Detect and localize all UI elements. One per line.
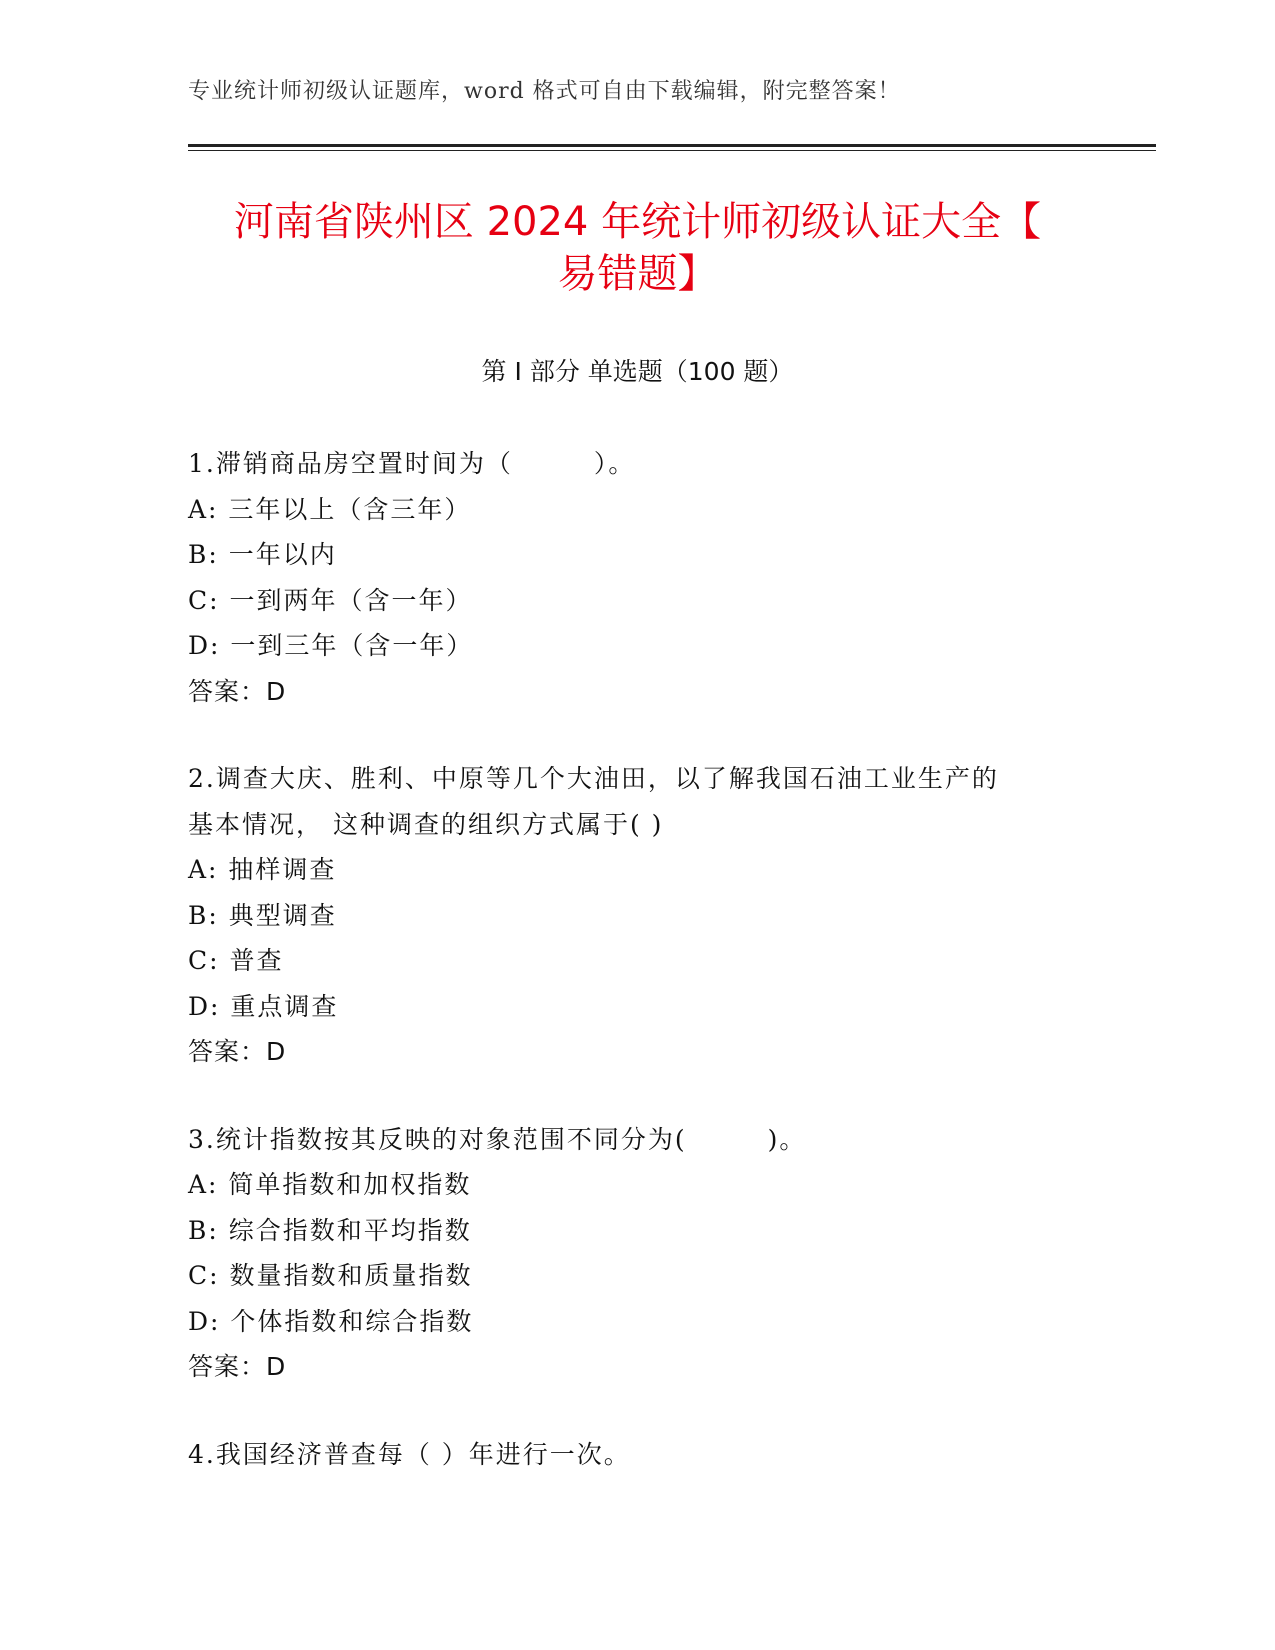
question-1 [188, 441, 1088, 714]
question-list [188, 441, 1088, 1519]
header-divider-thick [188, 144, 1156, 147]
header-divider-thin [188, 150, 1156, 151]
answer: 答案：D [188, 676, 287, 706]
option-a: A: 三年以上（含三年） [188, 494, 472, 524]
question-2 [188, 756, 1088, 1075]
question-stem-line-2: 基本情况， 这种调查的组织方式属于( ) [188, 809, 664, 839]
option-d: D: 一到三年（含一年） [188, 631, 474, 660]
question-4 [188, 1432, 1088, 1478]
option-b: B: 综合指数和平均指数 [188, 1215, 472, 1245]
question-stem: 3.统计指数按其反映的对象范围不同分为( )。 [188, 1124, 807, 1154]
option-d: D: 重点调查 [188, 991, 339, 1021]
option-b: B: 一年以内 [188, 540, 337, 569]
option-a: A: 简单指数和加权指数 [188, 1170, 472, 1199]
option-b: B: 典型调查 [188, 900, 337, 930]
question-stem: 1.滞销商品房空置时间为（ ）。 [188, 449, 636, 478]
question-stem: 4.我国经济普查每（ ）年进行一次。 [188, 1439, 631, 1469]
answer: 答案：D [188, 1037, 287, 1066]
section-heading: 第 I 部分 单选题（100 题） [481, 357, 794, 386]
document-title [160, 196, 1115, 300]
option-c: C: 数量指数和质量指数 [188, 1261, 473, 1290]
header-note: 专业统计师初级认证题库，word 格式可自由下载编辑，附完整答案！ [188, 79, 901, 104]
question-3 [188, 1117, 1088, 1390]
title-line-2: 易错题】 [557, 251, 718, 297]
option-d: D: 个体指数和综合指数 [188, 1306, 474, 1336]
option-a: A: 抽样调查 [188, 855, 337, 884]
title-line-1: 河南省陕州区 2024 年统计师初级认证大全【 [233, 199, 1042, 245]
question-stem-line-1: 2.调查大庆、胜利、中原等几个大油田，以了解我国石油工业生产的 [188, 764, 999, 793]
answer: 答案：D [188, 1352, 287, 1381]
option-c: C: 一到两年（含一年） [188, 585, 473, 615]
option-c: C: 普查 [188, 946, 284, 975]
